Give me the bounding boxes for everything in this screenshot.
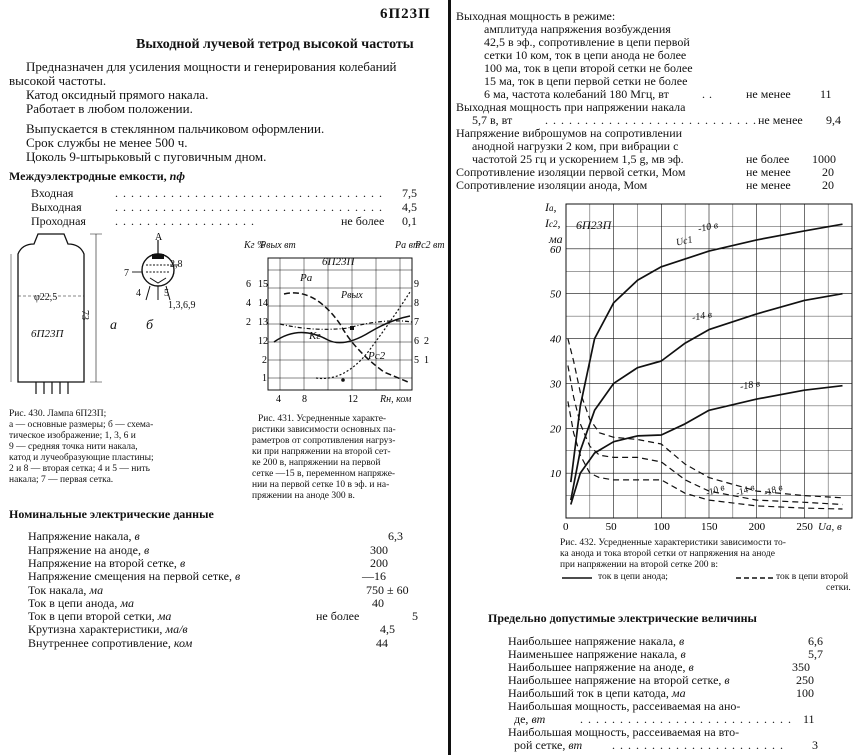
series-label: -14 в — [734, 483, 757, 500]
leader-dots: .. — [702, 87, 716, 101]
nominal-value: 40 — [372, 596, 384, 610]
fig431-right-axis-label-2: Pc2 вт — [415, 240, 445, 251]
svg-text:7: 7 — [414, 317, 419, 328]
fig430-caption: Рис. 430. Лампа 6П23П; — [9, 409, 107, 419]
pin-label: 4 — [136, 288, 141, 299]
tube-diameter: φ22,5 — [34, 292, 58, 303]
curve-label-pa: Pa — [300, 272, 313, 284]
y-tick-label: 50 — [550, 288, 561, 301]
leader-dots: .................. — [115, 214, 259, 228]
x-tick-label: 250 — [796, 521, 813, 533]
nominal-qualifier: не более — [316, 609, 360, 623]
intro-line: Предназначен для усиления мощности и генерирования колебаний — [26, 59, 397, 74]
tube-code: 6П23П — [380, 6, 431, 22]
svg-text:12: 12 — [348, 394, 358, 405]
series-label: -18 в — [739, 378, 761, 393]
nominal-label: Крутизна характеристики, ма/в — [28, 622, 188, 636]
column-divider — [448, 0, 451, 755]
fig432-caption: ка анода и тока второй сетки от напряжения на аноде — [560, 549, 775, 559]
limit-label: Наибольшее напряжение на аноде, в — [508, 660, 694, 674]
spec-line: 15 ма, ток в цепи первой сетки не более — [484, 74, 688, 88]
nominal-label: Внутреннее сопротивление, ком — [28, 636, 193, 650]
spec-qualifier: не менее — [746, 178, 791, 192]
y-tick-label: 10 — [550, 468, 561, 481]
chart432-ylabel-unit: ма — [549, 232, 563, 246]
nominal-label: Ток накала, ма — [28, 583, 104, 597]
nominal-value: 44 — [376, 636, 388, 650]
chart432-ylabel-2: Ic2, — [545, 216, 561, 230]
svg-text:12: 12 — [258, 336, 268, 347]
limit-label: Наибольший ток в цепи катода, ма — [508, 686, 686, 700]
series-label: -10 в — [704, 483, 727, 500]
x-tick-label: 150 — [701, 521, 718, 533]
y-tick-label: 30 — [550, 378, 561, 391]
fig430-caption: 9 — средняя точка нити накала, — [9, 442, 138, 452]
fig431-caption: ки при напряжении на второй сет- — [252, 447, 391, 457]
spec-line: частотой 25 гц и ускорением 1,5 g, мв эф. — [472, 152, 684, 166]
legend-screen: ток в цепи второй — [776, 572, 849, 582]
fig432-caption: при напряжении на второй сетке 200 в: — [560, 560, 719, 570]
tube-type-label: 6П23П — [31, 328, 64, 340]
fig431-title: 6П23П — [322, 256, 355, 268]
caps-heading: Междуэлектродные емкости, пф — [9, 169, 185, 183]
limit-label: Наименьшее напряжение накала, в — [508, 647, 686, 661]
spec-qualifier: не менее — [746, 87, 791, 101]
fig431-left-axis-label: Kг % — [244, 240, 266, 251]
spec-line: Напряжение виброшумов на сопротивлении — [456, 126, 683, 140]
fig430-caption: 2 и 8 — вторая сетка; 4 и 5 — нить — [9, 464, 150, 474]
spec-value: 1000 — [812, 152, 836, 166]
fig431-left-ticks-2 — [246, 279, 251, 328]
spec-qualifier: не менее — [758, 113, 803, 127]
fig431-caption: нии на первой сетке 10 в эф. и на- — [252, 480, 390, 490]
nominal-value: 4,5 — [380, 622, 395, 636]
leader-dots: ........................... — [580, 712, 796, 726]
series-line-anode-2 — [571, 386, 843, 505]
svg-text:6: 6 — [414, 336, 419, 347]
series-line-screen-3 — [568, 339, 843, 498]
nominal-label: Напряжение смещения на первой сетке, в — [28, 569, 241, 583]
caps-value: 4,5 — [402, 200, 417, 214]
fig432-caption: Рис. 432. Усредненные характеристики зависимости то- — [560, 538, 786, 548]
limit-value: 11 — [803, 712, 815, 726]
pin-label: 7 — [124, 268, 129, 279]
series-label: -18 в — [762, 483, 785, 500]
chart432-xlabel: Ua, в — [818, 521, 842, 533]
limit-label: Наибольшая мощность, рассеиваемая на ано- — [508, 699, 741, 713]
limit-value: 6,6 — [808, 634, 823, 648]
nominal-label: Напряжение накала, в — [28, 529, 140, 543]
fig431-left-ticks — [258, 279, 268, 384]
nominal-heading: Номинальные электрические данные — [9, 507, 214, 521]
legend-anode: ток в цепи анода; — [598, 572, 668, 582]
limit-value: 5,7 — [808, 647, 823, 661]
nominal-label: Ток в цепи анода, ма — [28, 596, 135, 610]
fig431-left-axis-label-2: Pвых вт — [260, 240, 296, 251]
x-tick-label: 100 — [653, 521, 670, 533]
svg-text:13: 13 — [258, 317, 268, 328]
limit-label: Наибольшее напряжение на второй сетке, в — [508, 673, 730, 687]
leader-dots: .................................. — [115, 186, 387, 200]
chart432-title: 6П23П — [576, 218, 612, 232]
spec-line: 42,5 в эф., сопротивление в цепи первой — [484, 35, 690, 49]
intro-line: Срок службы не менее 500 ч. — [26, 135, 188, 150]
fig431-right-ticks — [414, 279, 429, 366]
svg-text:2: 2 — [246, 317, 251, 328]
svg-text:6: 6 — [246, 279, 251, 290]
fig430-caption: катод и лучеобразующие пластины; — [9, 453, 154, 463]
limit-value: 3 — [812, 738, 818, 752]
spec-line: анодной нагрузки 2 ком, при вибрации с — [472, 139, 679, 153]
spec-value: 20 — [822, 178, 834, 192]
limit-label: рой сетке, вт — [514, 738, 583, 752]
spec-line: 5,7 в, вт — [472, 113, 513, 127]
nominal-label: Напряжение на аноде, в — [28, 543, 150, 557]
caps-value: 0,1 — [402, 214, 417, 228]
pin-label: 5 — [164, 288, 169, 299]
curve-label-kg: Kг — [309, 330, 321, 342]
svg-text:9: 9 — [414, 279, 419, 290]
fig431-caption: ристики зависимости основных па- — [252, 425, 396, 435]
x-tick-label: 0 — [563, 521, 569, 533]
limit-label: Наибольшее напряжение накала, в — [508, 634, 685, 648]
svg-text:2: 2 — [262, 355, 267, 366]
leader-dots: .................................. — [115, 200, 387, 214]
svg-text:1: 1 — [262, 373, 267, 384]
spec-value: 9,4 — [826, 113, 841, 127]
fig431-caption: Рис. 431. Усредненные характе- — [258, 414, 387, 424]
fig431-caption: пряжении на аноде 300 в. — [252, 491, 355, 501]
caps-label: Выходная — [31, 200, 82, 214]
nominal-label: Напряжение на второй сетке, в — [28, 556, 186, 570]
x-tick-label: 200 — [748, 521, 766, 533]
intro-line: Катод оксидный прямого накала. — [26, 87, 209, 102]
svg-text:1: 1 — [424, 355, 429, 366]
svg-text:8: 8 — [302, 394, 307, 405]
y-tick-label: 40 — [550, 333, 561, 346]
spec-line: сетки 10 ком, ток в цепи анода не более — [484, 48, 687, 62]
intro-line: Работает в любом положении. — [26, 101, 193, 116]
legend-screen-2: сетки. — [826, 583, 851, 593]
y-tick-label: 60 — [550, 243, 561, 256]
leader-dots: ...................... — [612, 738, 788, 752]
nominal-value: 200 — [370, 556, 388, 570]
fig430-caption: тическое изображение; 1, 3, 6 и — [9, 431, 136, 441]
limit-value: 250 — [796, 673, 814, 687]
spec-line: Выходная мощность в режиме: — [456, 9, 616, 23]
spec-value: 20 — [822, 165, 834, 179]
spec-qualifier: не более — [746, 152, 790, 166]
nominal-value: 6,3 — [388, 529, 403, 543]
series-label: -14 в — [691, 309, 713, 324]
svg-text:2: 2 — [424, 336, 429, 347]
nominal-value: —16 — [362, 569, 386, 583]
spec-line: 6 ма, частота колебаний 180 Мгц, вт — [484, 87, 669, 101]
caps-label: Проходная — [31, 214, 86, 228]
fig431-xlabel: Rн, ком — [380, 394, 412, 405]
series-label: -10 в — [697, 220, 720, 235]
svg-text:15: 15 — [258, 279, 268, 290]
pin-label: 1,3,6,9 — [168, 300, 196, 311]
spec-line: амплитуда напряжения возбуждения — [484, 22, 671, 36]
spec-line: Сопротивление изоляции анода, Мом — [456, 178, 648, 192]
limit-value: 100 — [796, 686, 814, 700]
svg-text:5: 5 — [414, 355, 419, 366]
fig-letter-b: б — [146, 318, 154, 333]
fig-letter-a: а — [110, 318, 117, 333]
limits-heading: Предельно допустимые электрические величины — [488, 611, 757, 625]
fig430-caption: накала; 7 — первая сетка. — [9, 475, 114, 485]
nominal-value: 750 ± 60 — [366, 583, 409, 597]
svg-text:4: 4 — [246, 298, 251, 309]
limit-value: 350 — [792, 660, 810, 674]
tube-height: 73 — [79, 310, 90, 320]
series-label: Uc1 — [675, 234, 694, 249]
fig431-x-ticks — [276, 394, 358, 405]
nominal-label: Ток в цепи второй сетки, ма — [28, 609, 172, 623]
fig430-caption: а — основные размеры; б — схема- — [9, 420, 154, 430]
limit-label: де, вт — [514, 712, 546, 726]
svg-text:8: 8 — [414, 298, 419, 309]
spec-line: 100 ма, ток в цепи второй сетки не более — [484, 61, 693, 75]
fig432-chart — [530, 196, 860, 542]
x-tick-label: 50 — [605, 521, 617, 533]
caps-value: 7,5 — [402, 186, 417, 200]
pin-label: 2,8 — [170, 259, 183, 270]
fig431-right-axis-label: Pa вт — [395, 240, 421, 251]
spec-value: 11 — [820, 87, 832, 101]
nominal-value: 300 — [370, 543, 388, 557]
limit-label: Наибольшая мощность, рассеиваемая на вто- — [508, 725, 740, 739]
schematic-label-anode: A — [155, 232, 163, 243]
y-tick-label: 20 — [550, 423, 561, 436]
fig431-caption: ке 200 в, напряжении на первой — [252, 458, 381, 468]
fig431-caption: сетке —15 в, переменном напряже- — [252, 469, 396, 479]
caps-qualifier: не более — [341, 214, 385, 228]
fig431-caption: раметров от сопротивления нагруз- — [252, 436, 396, 446]
leader-dots: ........................... — [545, 113, 761, 127]
svg-text:14: 14 — [258, 298, 268, 309]
intro-line: Цоколь 9-штырьковый с пуговичным дном. — [26, 149, 267, 164]
nominal-value: 5 — [412, 609, 418, 623]
spec-line: Выходная мощность при напряжении накала — [456, 100, 686, 114]
spec-qualifier: не менее — [746, 165, 791, 179]
curve-label-pc2: Pc2 — [368, 350, 386, 362]
intro-line: высокой частоты. — [9, 73, 107, 88]
intro-line: Выпускается в стеклянном пальчиковом оформлении. — [26, 121, 325, 136]
page-title: Выходной лучевой тетрод высокой частоты — [136, 37, 414, 52]
spec-line: Сопротивление изоляции первой сетки, Мом — [456, 165, 686, 179]
series-line-anode-1 — [571, 294, 843, 500]
chart432-ylabel: Ia, — [545, 200, 557, 214]
series-line-screen-4 — [568, 366, 843, 505]
tube-drawing — [6, 232, 246, 402]
curve-label-pout: Pвых — [341, 290, 363, 301]
caps-label: Входная — [31, 186, 74, 200]
svg-text:4: 4 — [276, 394, 281, 405]
